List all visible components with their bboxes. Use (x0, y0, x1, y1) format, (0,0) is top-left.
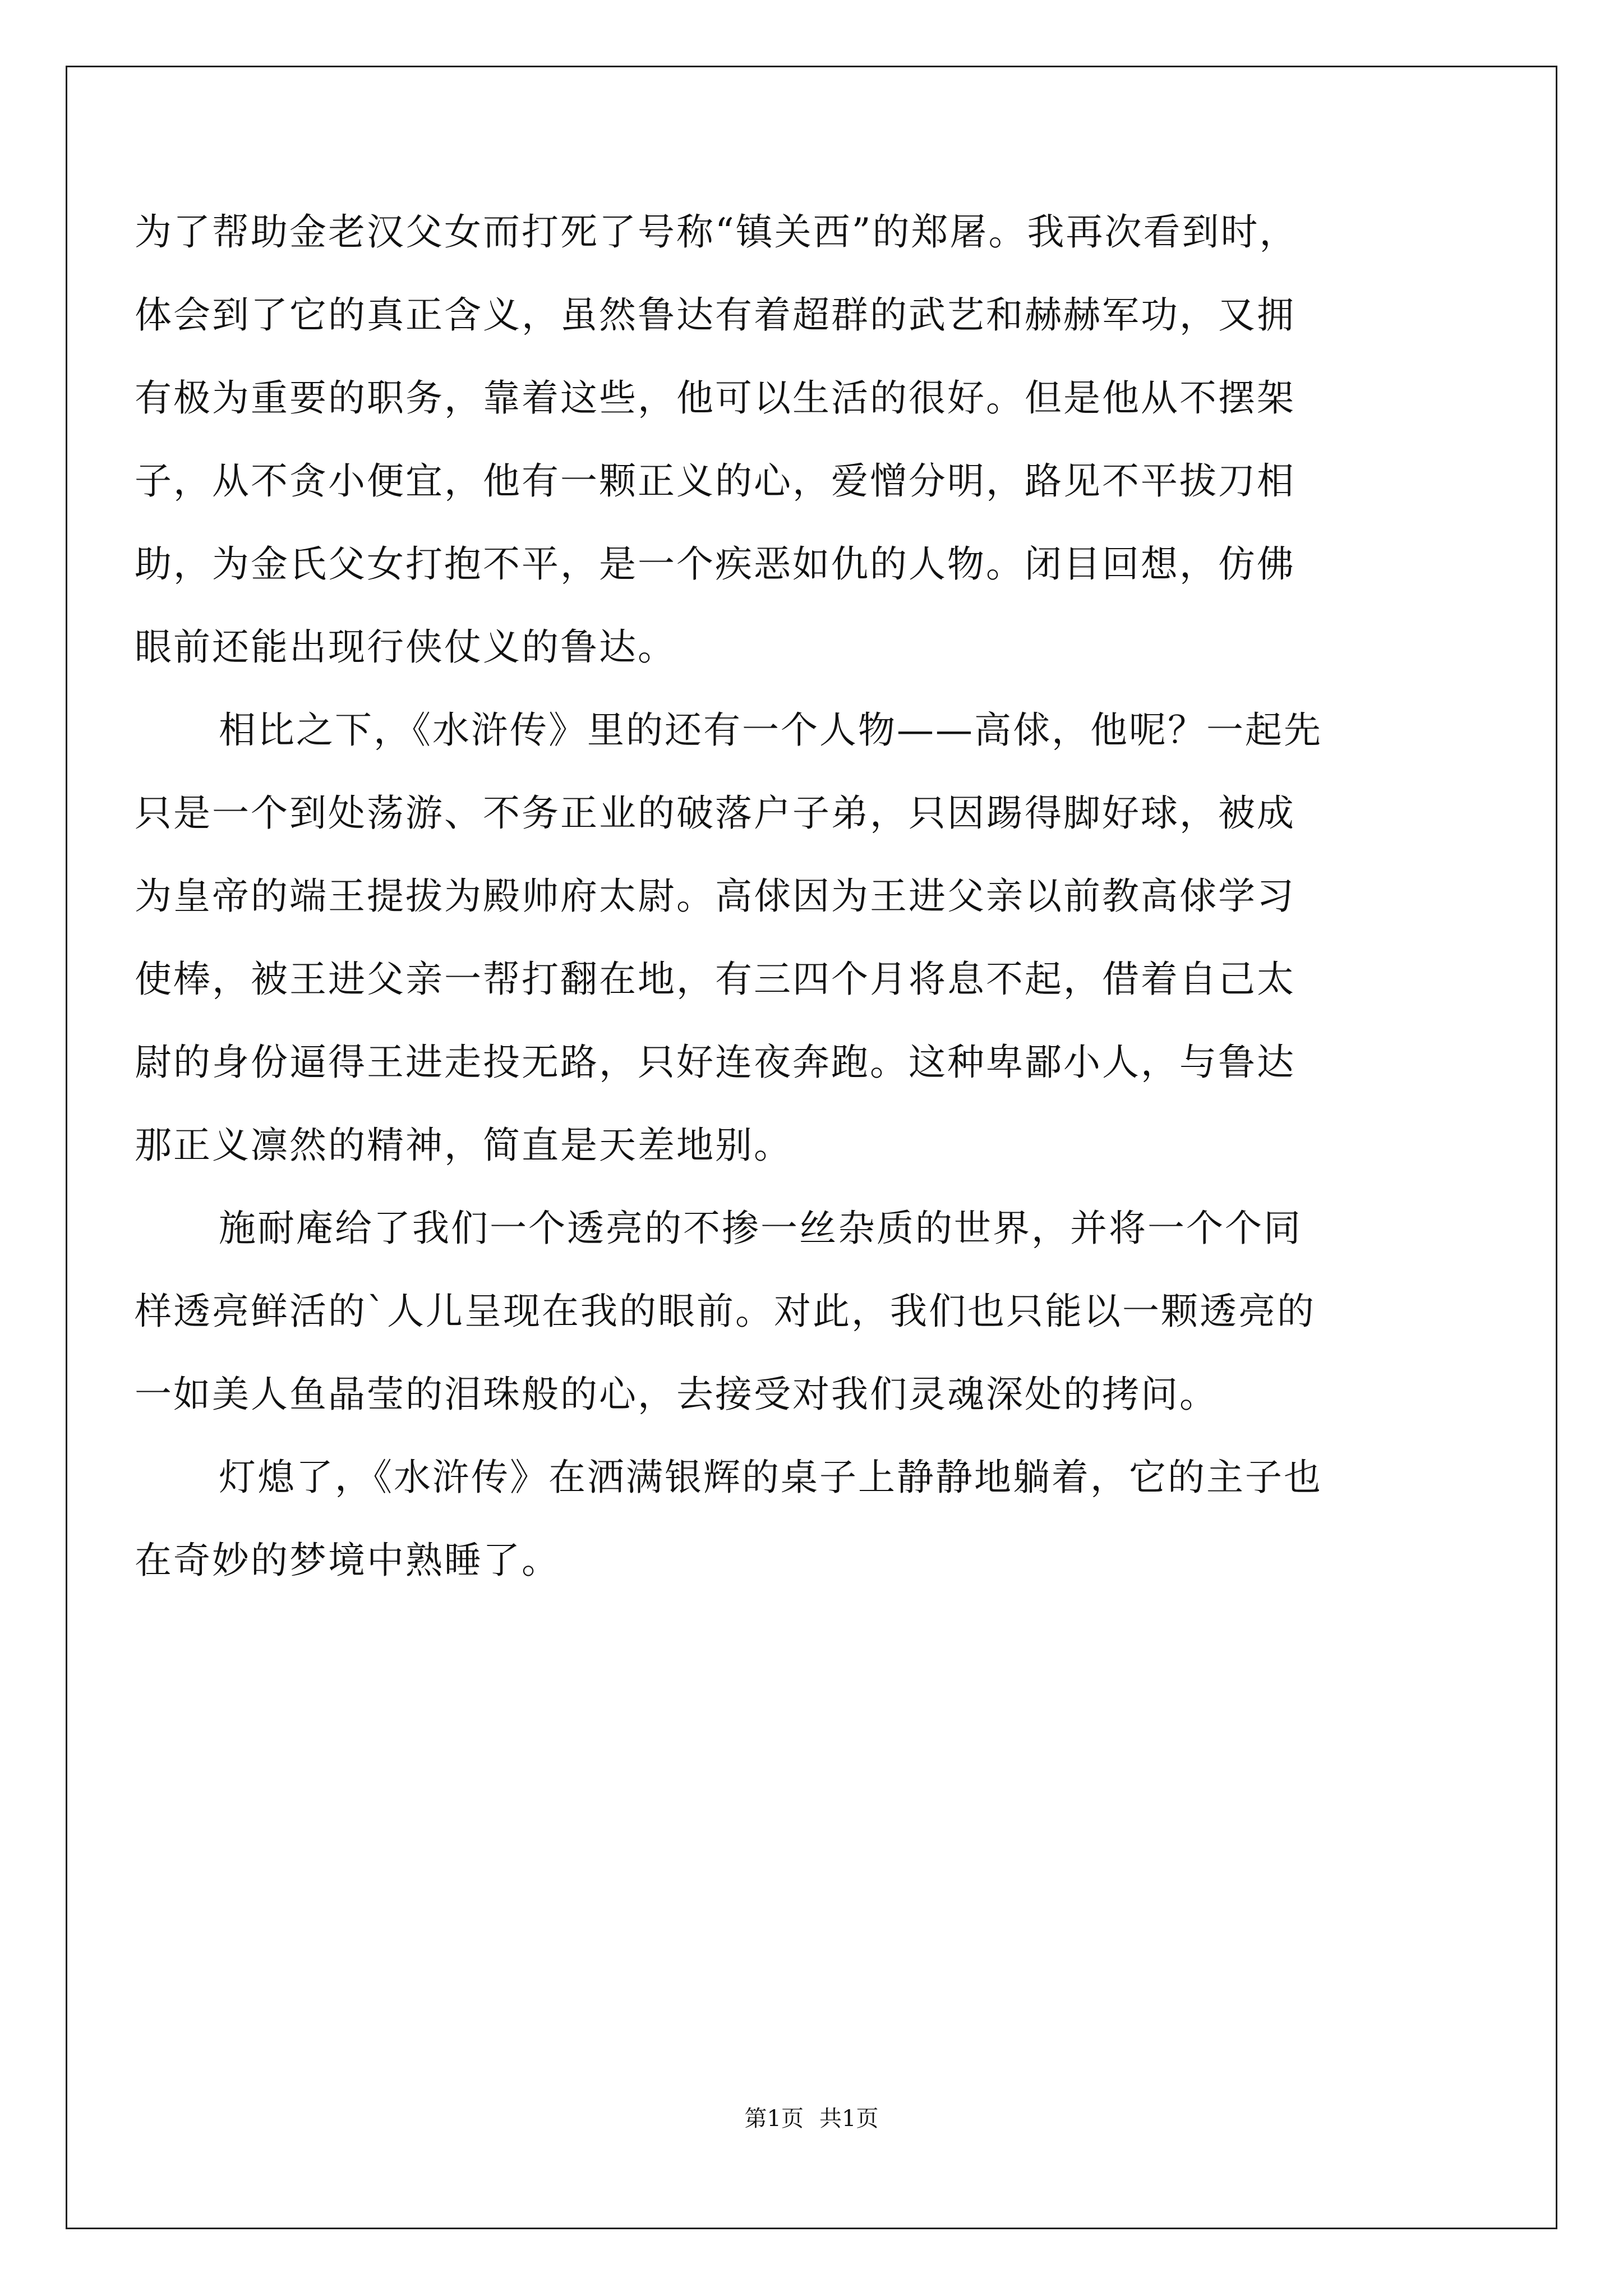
text-line: 为了帮助金老汉父女而打死了号称“镇关西”的郑屠。我再次看到时， (135, 210, 1298, 254)
page-number-current: 第1页 (744, 2106, 804, 2132)
paragraph-first-line: 相比之下，《水浒传》里的还有一个人物——高俅，他呢？一起先 (219, 708, 1322, 752)
text-line: 使棒，被王进父亲一帮打翻在地，有三四个月将息不起，借着自己太 (135, 958, 1295, 1001)
text-line: 助，为金氏父女打抱不平，是一个疾恶如仇的人物。闭目回想，仿佛 (135, 542, 1295, 586)
text-line: 子，从不贪小便宜，他有一颗正义的心，爱憎分明，路见不平拔刀相 (135, 459, 1295, 503)
text-line: 样透亮鲜活的`人儿呈现在我的眼前。对此，我们也只能以一颗透亮的 (135, 1290, 1316, 1333)
text-line: 体会到了它的真正含义，虽然鲁达有着超群的武艺和赫赫军功，又拥 (135, 293, 1295, 337)
text-line: 眼前还能出现行侠仗义的鲁达。 (135, 625, 676, 669)
text-line: 在奇妙的梦境中熟睡了。 (135, 1539, 560, 1582)
document-body (135, 191, 1441, 1602)
text-line: 有极为重要的职务，靠着这些，他可以生活的很好。但是他从不摆架 (135, 376, 1295, 420)
text-line: 只是一个到处荡游、不务正业的破落户子弟，只因踢得脚好球，被成 (135, 792, 1295, 835)
page-number-total: 共1页 (819, 2106, 879, 2132)
text-line: 一如美人鱼晶莹的泪珠般的心，去接受对我们灵魂深处的拷问。 (135, 1373, 1218, 1416)
text-line: 那正义凛然的精神，简直是天差地别。 (135, 1124, 792, 1167)
paragraph-first-line: 施耐庵给了我们一个透亮的不掺一丝杂质的世界，并将一个个同 (219, 1207, 1302, 1250)
page-footer (0, 2105, 1623, 2133)
paragraph-first-line: 灯熄了，《水浒传》在洒满银辉的桌子上静静地躺着，它的主子也 (219, 1456, 1322, 1499)
text-line: 为皇帝的端王提拔为殿帅府太尉。高俅因为王进父亲以前教高俅学习 (135, 875, 1295, 918)
text-line: 尉的身份逼得王进走投无路，只好连夜奔跑。这种卑鄙小人，与鲁达 (135, 1041, 1295, 1084)
